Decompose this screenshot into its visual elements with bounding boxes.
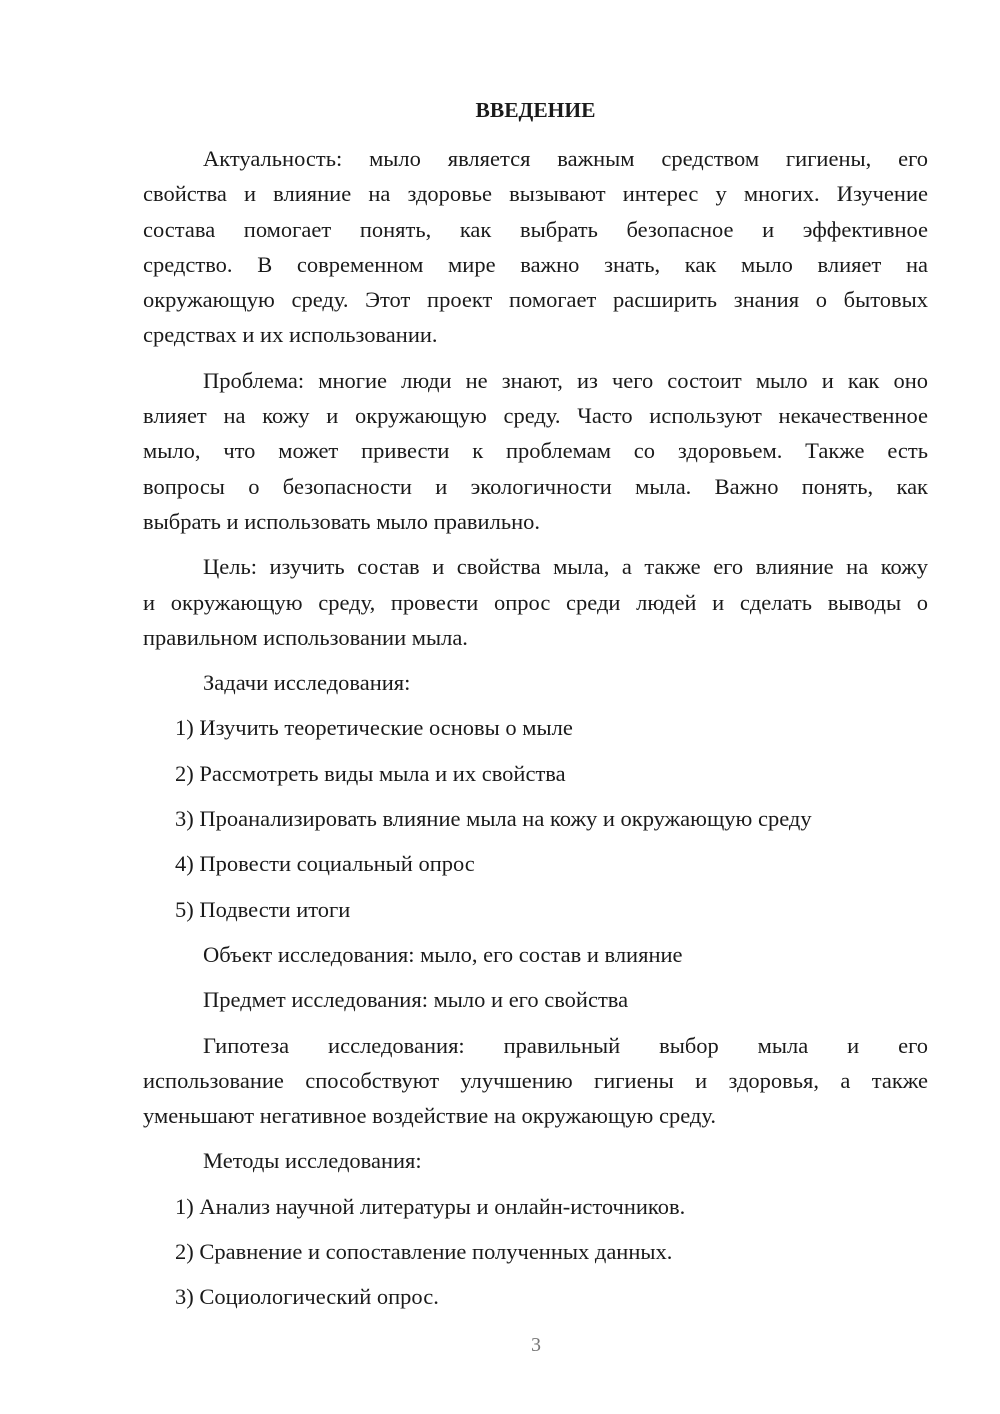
research-subject: Предмет исследования: мыло и его свойства — [203, 987, 629, 1013]
text-line: использование способствуют улучшению гигиены и здоровья, а также — [143, 1067, 928, 1093]
text-line: состава помогает понять, как выбрать безопасное и эффективное — [143, 216, 928, 242]
text-line: свойства и влияние на здоровье вызывают интерес у многих. Изучение — [143, 181, 928, 207]
method-item: 3) Социологический опрос. — [175, 1284, 439, 1310]
text-line: влияет на кожу и окружающую среду. Часто используют некачественное — [143, 403, 928, 429]
task-item: 5) Подвести итоги — [175, 896, 351, 922]
text-line: мыло, что может привести к проблемам со здоровьем. Также есть — [143, 438, 928, 464]
text-line: Цель: изучить состав и свойства мыла, а также его влияние на кожу — [203, 554, 928, 580]
section-title: ВВЕДЕНИЕ — [475, 98, 596, 122]
method-item: 2) Сравнение и сопоставление полученных данных. — [175, 1239, 673, 1265]
task-item: 4) Провести социальный опрос — [175, 851, 475, 877]
text-line: средство. В современном мире важно знать, как мыло влияет на — [143, 251, 928, 277]
methods-heading: Методы исследования: — [203, 1148, 422, 1174]
method-item: 1) Анализ научной литературы и онлайн-источников. — [175, 1193, 686, 1219]
text-line: и окружающую среду, провести опрос среди людей и сделать выводы о — [143, 589, 928, 615]
text-line: Актуальность: мыло является важным средством гигиены, его — [203, 146, 928, 171]
research-object: Объект исследования: мыло, его состав и влияние — [203, 941, 683, 967]
task-item: 3) Проанализировать влияние мыла на кожу и окружающую среду — [175, 806, 812, 832]
text-line: Гипотеза исследования: правильный выбор мыла и его — [203, 1032, 928, 1058]
task-item: 1) Изучить теоретические основы о мыле — [175, 715, 573, 741]
text-line: правильном использовании мыла. — [143, 624, 468, 650]
text-line: вопросы о безопасности и экологичности мыла. Важно понять, как — [143, 473, 928, 499]
document-page — [143, 92, 928, 1325]
text-line: выбрать и использовать мыло правильно. — [143, 508, 541, 534]
page-number: 3 — [531, 1334, 541, 1356]
relevance-paragraph — [143, 141, 928, 353]
goal-paragraph — [143, 549, 928, 655]
text-line: Проблема: многие люди не знают, из чего состоит мыло и как оно — [203, 367, 928, 393]
tasks-heading: Задачи исследования: — [203, 670, 411, 696]
task-item: 2) Рассмотреть виды мыла и их свойства — [175, 760, 566, 786]
text-line: уменьшают негативное воздействие на окружающую среду. — [143, 1103, 716, 1129]
hypothesis-paragraph — [143, 1028, 928, 1134]
text-line: средствах и их использовании. — [143, 322, 438, 348]
text-line: окружающую среду. Этот проект помогает расширить знания о бытовых — [143, 287, 928, 313]
problem-paragraph — [143, 363, 928, 539]
